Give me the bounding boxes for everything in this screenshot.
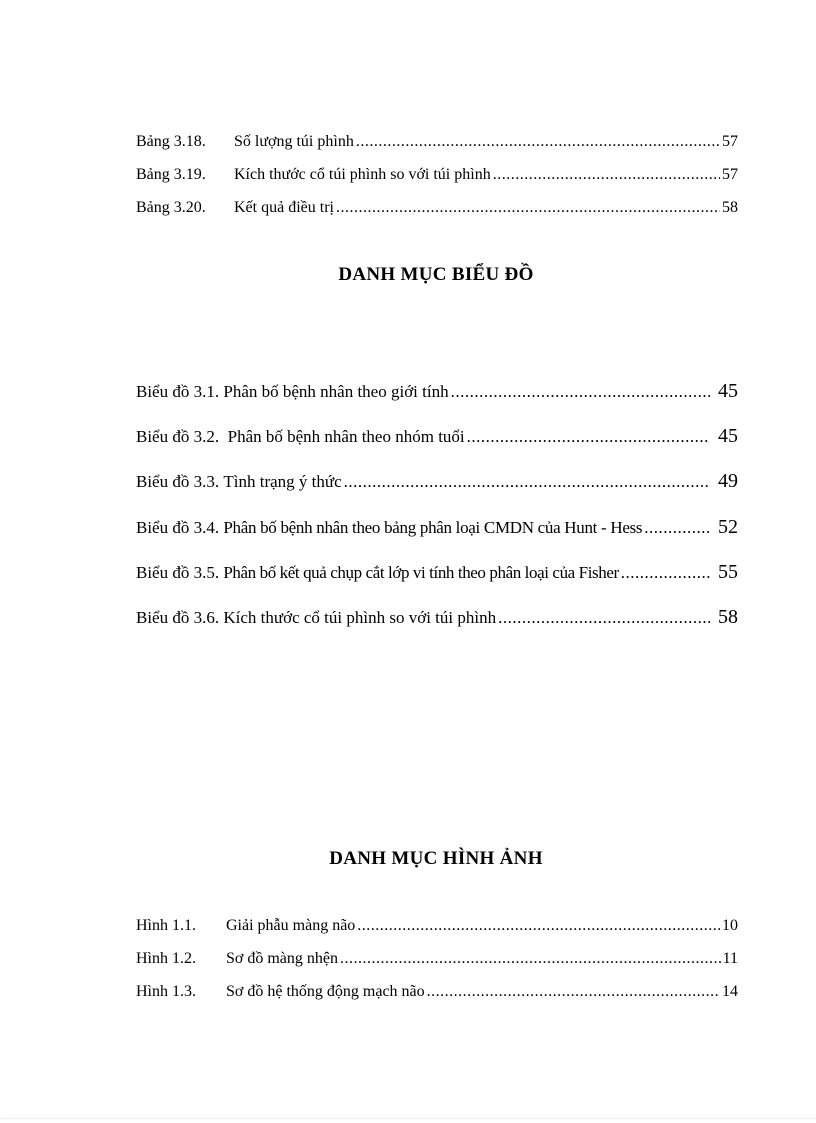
entry-page: 14 (722, 983, 738, 1000)
entry-label: Hình 1.1. (136, 917, 196, 934)
dot-leader (344, 472, 710, 492)
chart-entry (136, 470, 738, 493)
entry-title: Phân bố bệnh nhân theo giới tính (223, 382, 449, 401)
entry-page: 55 (718, 561, 738, 583)
entry-label: Hình 1.2. (136, 950, 196, 967)
entry-title: Phân bố bệnh nhân theo bảng phân loại CMDN của Hunt - Hess (223, 518, 643, 537)
entry-page: 57 (722, 166, 738, 183)
dot-leader (621, 563, 710, 583)
chart-entry (136, 561, 738, 584)
entry-page: 52 (718, 516, 738, 538)
chart-entry (136, 425, 738, 448)
dot-leader (427, 983, 720, 1001)
entry-title: Kích thước cổ túi phình so với túi phình (234, 166, 491, 183)
entry-title: Phân bố bệnh nhân theo nhóm tuổi (227, 427, 465, 446)
dot-leader (357, 917, 720, 935)
table-entry (136, 133, 738, 151)
figure-entry (136, 950, 738, 968)
entry-title: Phân bố kết quả chụp cắt lớp vi tính theo phân loại của Fisher (223, 563, 619, 582)
chart-entry (136, 606, 738, 629)
entry-page: 11 (722, 950, 738, 967)
entry-page: 58 (718, 606, 738, 628)
entry-title: Tình trạng ý thức (223, 472, 342, 491)
dot-leader (451, 382, 710, 402)
entry-title: Sơ đồ màng nhện (226, 950, 339, 967)
entry-label: Biểu đồ 3.5. (136, 563, 220, 582)
entry-label: Biểu đồ 3.4. (136, 518, 220, 537)
entry-title: Giải phẫu màng não (226, 917, 356, 934)
dot-leader (340, 950, 721, 968)
entry-page: 49 (718, 470, 738, 492)
entry-label: Bảng 3.18. (136, 133, 206, 150)
dot-leader (336, 199, 720, 217)
entry-label: Biểu đồ 3.3. (136, 472, 220, 491)
entry-page: 45 (718, 380, 738, 402)
entry-label: Biểu đồ 3.6. (136, 608, 220, 627)
dot-leader (498, 608, 710, 628)
dot-leader (467, 427, 710, 447)
chart-entry (136, 380, 738, 403)
entry-label: Bảng 3.19. (136, 166, 206, 183)
dot-leader (644, 518, 710, 538)
chart-entry (136, 516, 738, 539)
figure-entry (136, 917, 738, 935)
entry-page: 58 (722, 199, 738, 216)
entry-label: Hình 1.3. (136, 983, 196, 1000)
entry-title: Số lượng túi phình (234, 133, 354, 150)
entry-title: Kết quả điều trị (234, 199, 334, 216)
figures-heading: DANH MỤC HÌNH ẢNH (329, 848, 543, 869)
figure-entry (136, 983, 738, 1001)
entry-page: 45 (718, 425, 738, 447)
charts-heading: DANH MỤC BIỂU ĐỒ (338, 264, 534, 285)
entry-title: Sơ đồ hệ thống động mạch não (226, 983, 425, 1000)
page-bottom-rule (0, 1118, 816, 1119)
entry-page: 10 (722, 917, 738, 934)
table-entry (136, 199, 738, 217)
entry-label: Biểu đồ 3.2. (136, 427, 220, 446)
entry-label: Biểu đồ 3.1. (136, 382, 220, 401)
dot-leader (356, 133, 720, 151)
entry-label: Bảng 3.20. (136, 199, 206, 216)
table-entry (136, 166, 738, 184)
dot-leader (493, 166, 720, 184)
entry-title: Kích thước cổ túi phình so với túi phình (223, 608, 497, 627)
entry-page: 57 (722, 133, 738, 150)
